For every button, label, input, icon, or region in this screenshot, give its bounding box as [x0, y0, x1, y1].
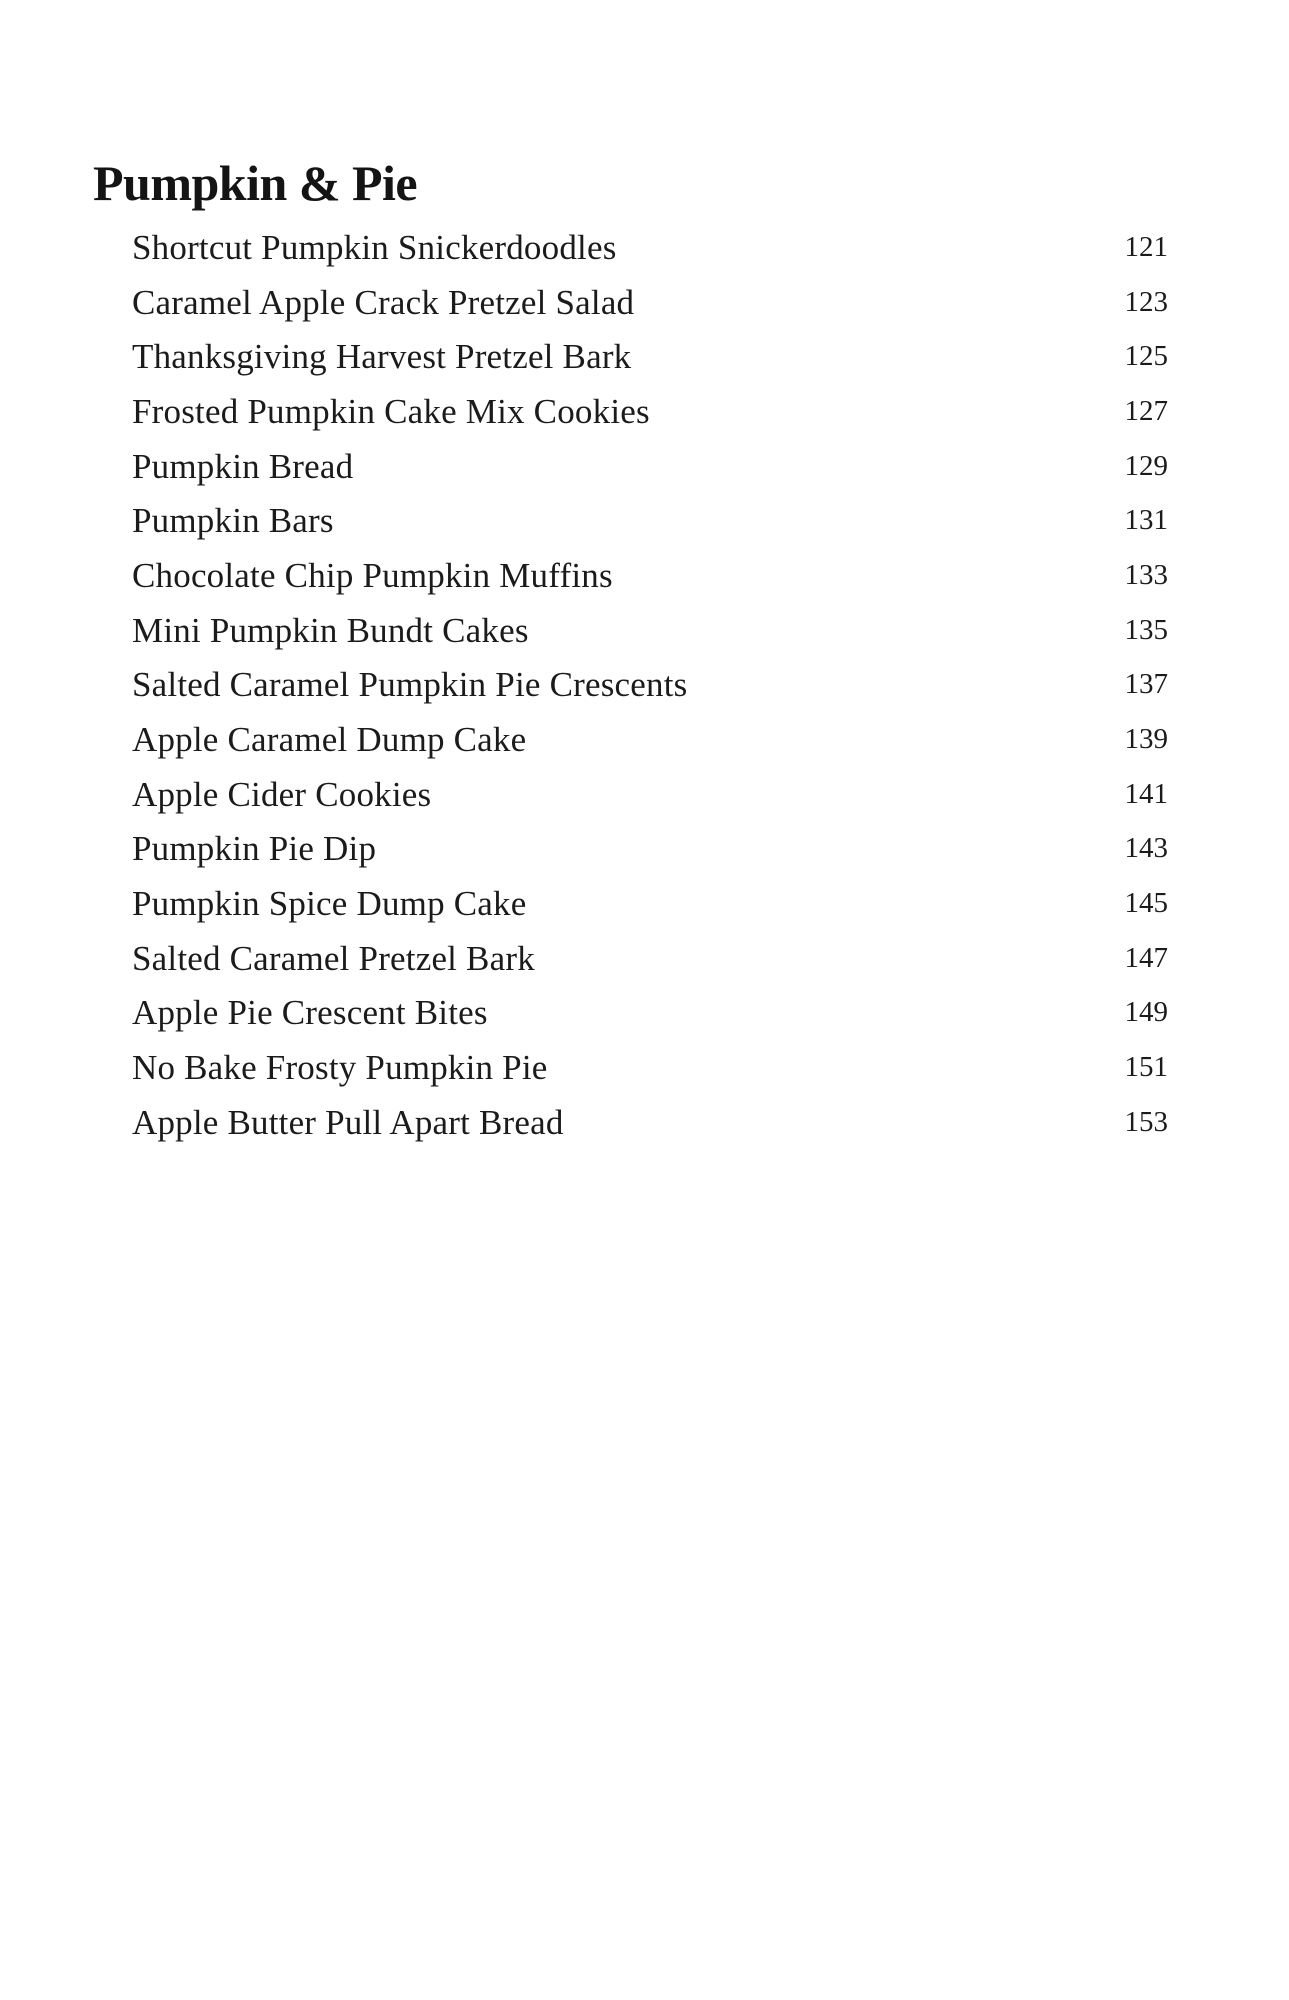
toc-row	[132, 986, 1168, 1041]
toc-row	[132, 931, 1168, 986]
page-number: 125	[1124, 340, 1168, 373]
toc-row	[132, 548, 1168, 603]
toc-row	[132, 822, 1168, 877]
toc-row	[132, 493, 1168, 548]
recipe-title: Apple Pie Crescent Bites	[132, 993, 488, 1033]
recipe-title: Frosted Pumpkin Cake Mix Cookies	[132, 391, 650, 431]
page-number: 133	[1124, 558, 1168, 591]
toc-row	[132, 767, 1168, 822]
toc-row	[132, 275, 1168, 330]
page-number: 147	[1124, 941, 1168, 974]
recipe-title: Salted Caramel Pretzel Bark	[132, 938, 535, 978]
recipe-title: Apple Cider Cookies	[132, 774, 432, 814]
toc-row	[132, 1040, 1168, 1095]
page-number: 149	[1124, 996, 1168, 1029]
toc-row	[132, 1095, 1168, 1150]
page-number: 123	[1124, 285, 1168, 318]
toc-row	[132, 220, 1168, 275]
recipe-title: Pumpkin Pie Dip	[132, 829, 377, 869]
section-title: Pumpkin & Pie	[93, 154, 418, 211]
recipe-title: Apple Butter Pull Apart Bread	[132, 1102, 564, 1142]
toc-row	[132, 439, 1168, 494]
toc-row	[132, 329, 1168, 384]
recipe-title: Apple Caramel Dump Cake	[132, 720, 527, 760]
recipe-title: Caramel Apple Crack Pretzel Salad	[132, 282, 635, 322]
toc-list	[132, 220, 1168, 1150]
toc-row	[132, 384, 1168, 439]
page-number: 135	[1124, 613, 1168, 646]
page-number: 153	[1124, 1105, 1168, 1138]
toc-row	[132, 603, 1168, 658]
recipe-title: No Bake Frosty Pumpkin Pie	[132, 1048, 548, 1088]
page-number: 121	[1124, 230, 1168, 263]
recipe-title: Pumpkin Bread	[132, 446, 354, 486]
page-number: 139	[1124, 723, 1168, 756]
page-number: 129	[1124, 449, 1168, 482]
page-number: 131	[1124, 504, 1168, 537]
toc-row	[132, 712, 1168, 767]
page-number: 151	[1124, 1051, 1168, 1084]
page-number: 145	[1124, 887, 1168, 920]
recipe-title: Pumpkin Spice Dump Cake	[132, 884, 527, 924]
recipe-title: Shortcut Pumpkin Snickerdoodles	[132, 227, 617, 267]
toc-row	[132, 876, 1168, 931]
page-number: 137	[1124, 668, 1168, 701]
page-number: 143	[1124, 832, 1168, 865]
recipe-title: Thanksgiving Harvest Pretzel Bark	[132, 337, 632, 377]
recipe-title: Chocolate Chip Pumpkin Muffins	[132, 555, 613, 595]
toc-row	[132, 658, 1168, 713]
recipe-title: Pumpkin Bars	[132, 501, 334, 541]
page-number: 127	[1124, 394, 1168, 427]
page-number: 141	[1124, 777, 1168, 810]
recipe-title: Mini Pumpkin Bundt Cakes	[132, 610, 529, 650]
recipe-title: Salted Caramel Pumpkin Pie Crescents	[132, 665, 688, 705]
